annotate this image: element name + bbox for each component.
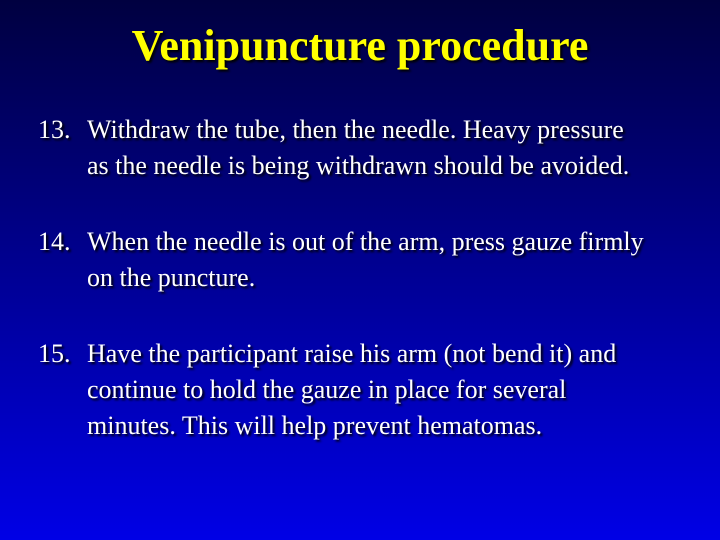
step-line: minutes. This will help prevent hematomas. bbox=[87, 411, 543, 440]
slide-title: Venipuncture procedure bbox=[131, 21, 589, 70]
procedure-step-14 bbox=[38, 224, 708, 296]
step-line: When the needle is out of the arm, press gauze firmly bbox=[87, 227, 644, 256]
step-line: Withdraw the tube, then the needle. Heavy pressure bbox=[87, 115, 624, 144]
step-line: continue to hold the gauze in place for several bbox=[87, 375, 567, 404]
step-number: 14. bbox=[38, 227, 71, 256]
procedure-step-15 bbox=[38, 336, 708, 444]
step-line: Have the participant raise his arm (not bend it) and bbox=[87, 339, 617, 368]
procedure-step-13 bbox=[38, 112, 708, 184]
procedure-steps-list bbox=[38, 112, 708, 484]
step-line: on the puncture. bbox=[87, 263, 256, 292]
step-number: 15. bbox=[38, 339, 71, 368]
step-line: as the needle is being withdrawn should be avoided. bbox=[87, 151, 630, 180]
step-number: 13. bbox=[38, 115, 71, 144]
